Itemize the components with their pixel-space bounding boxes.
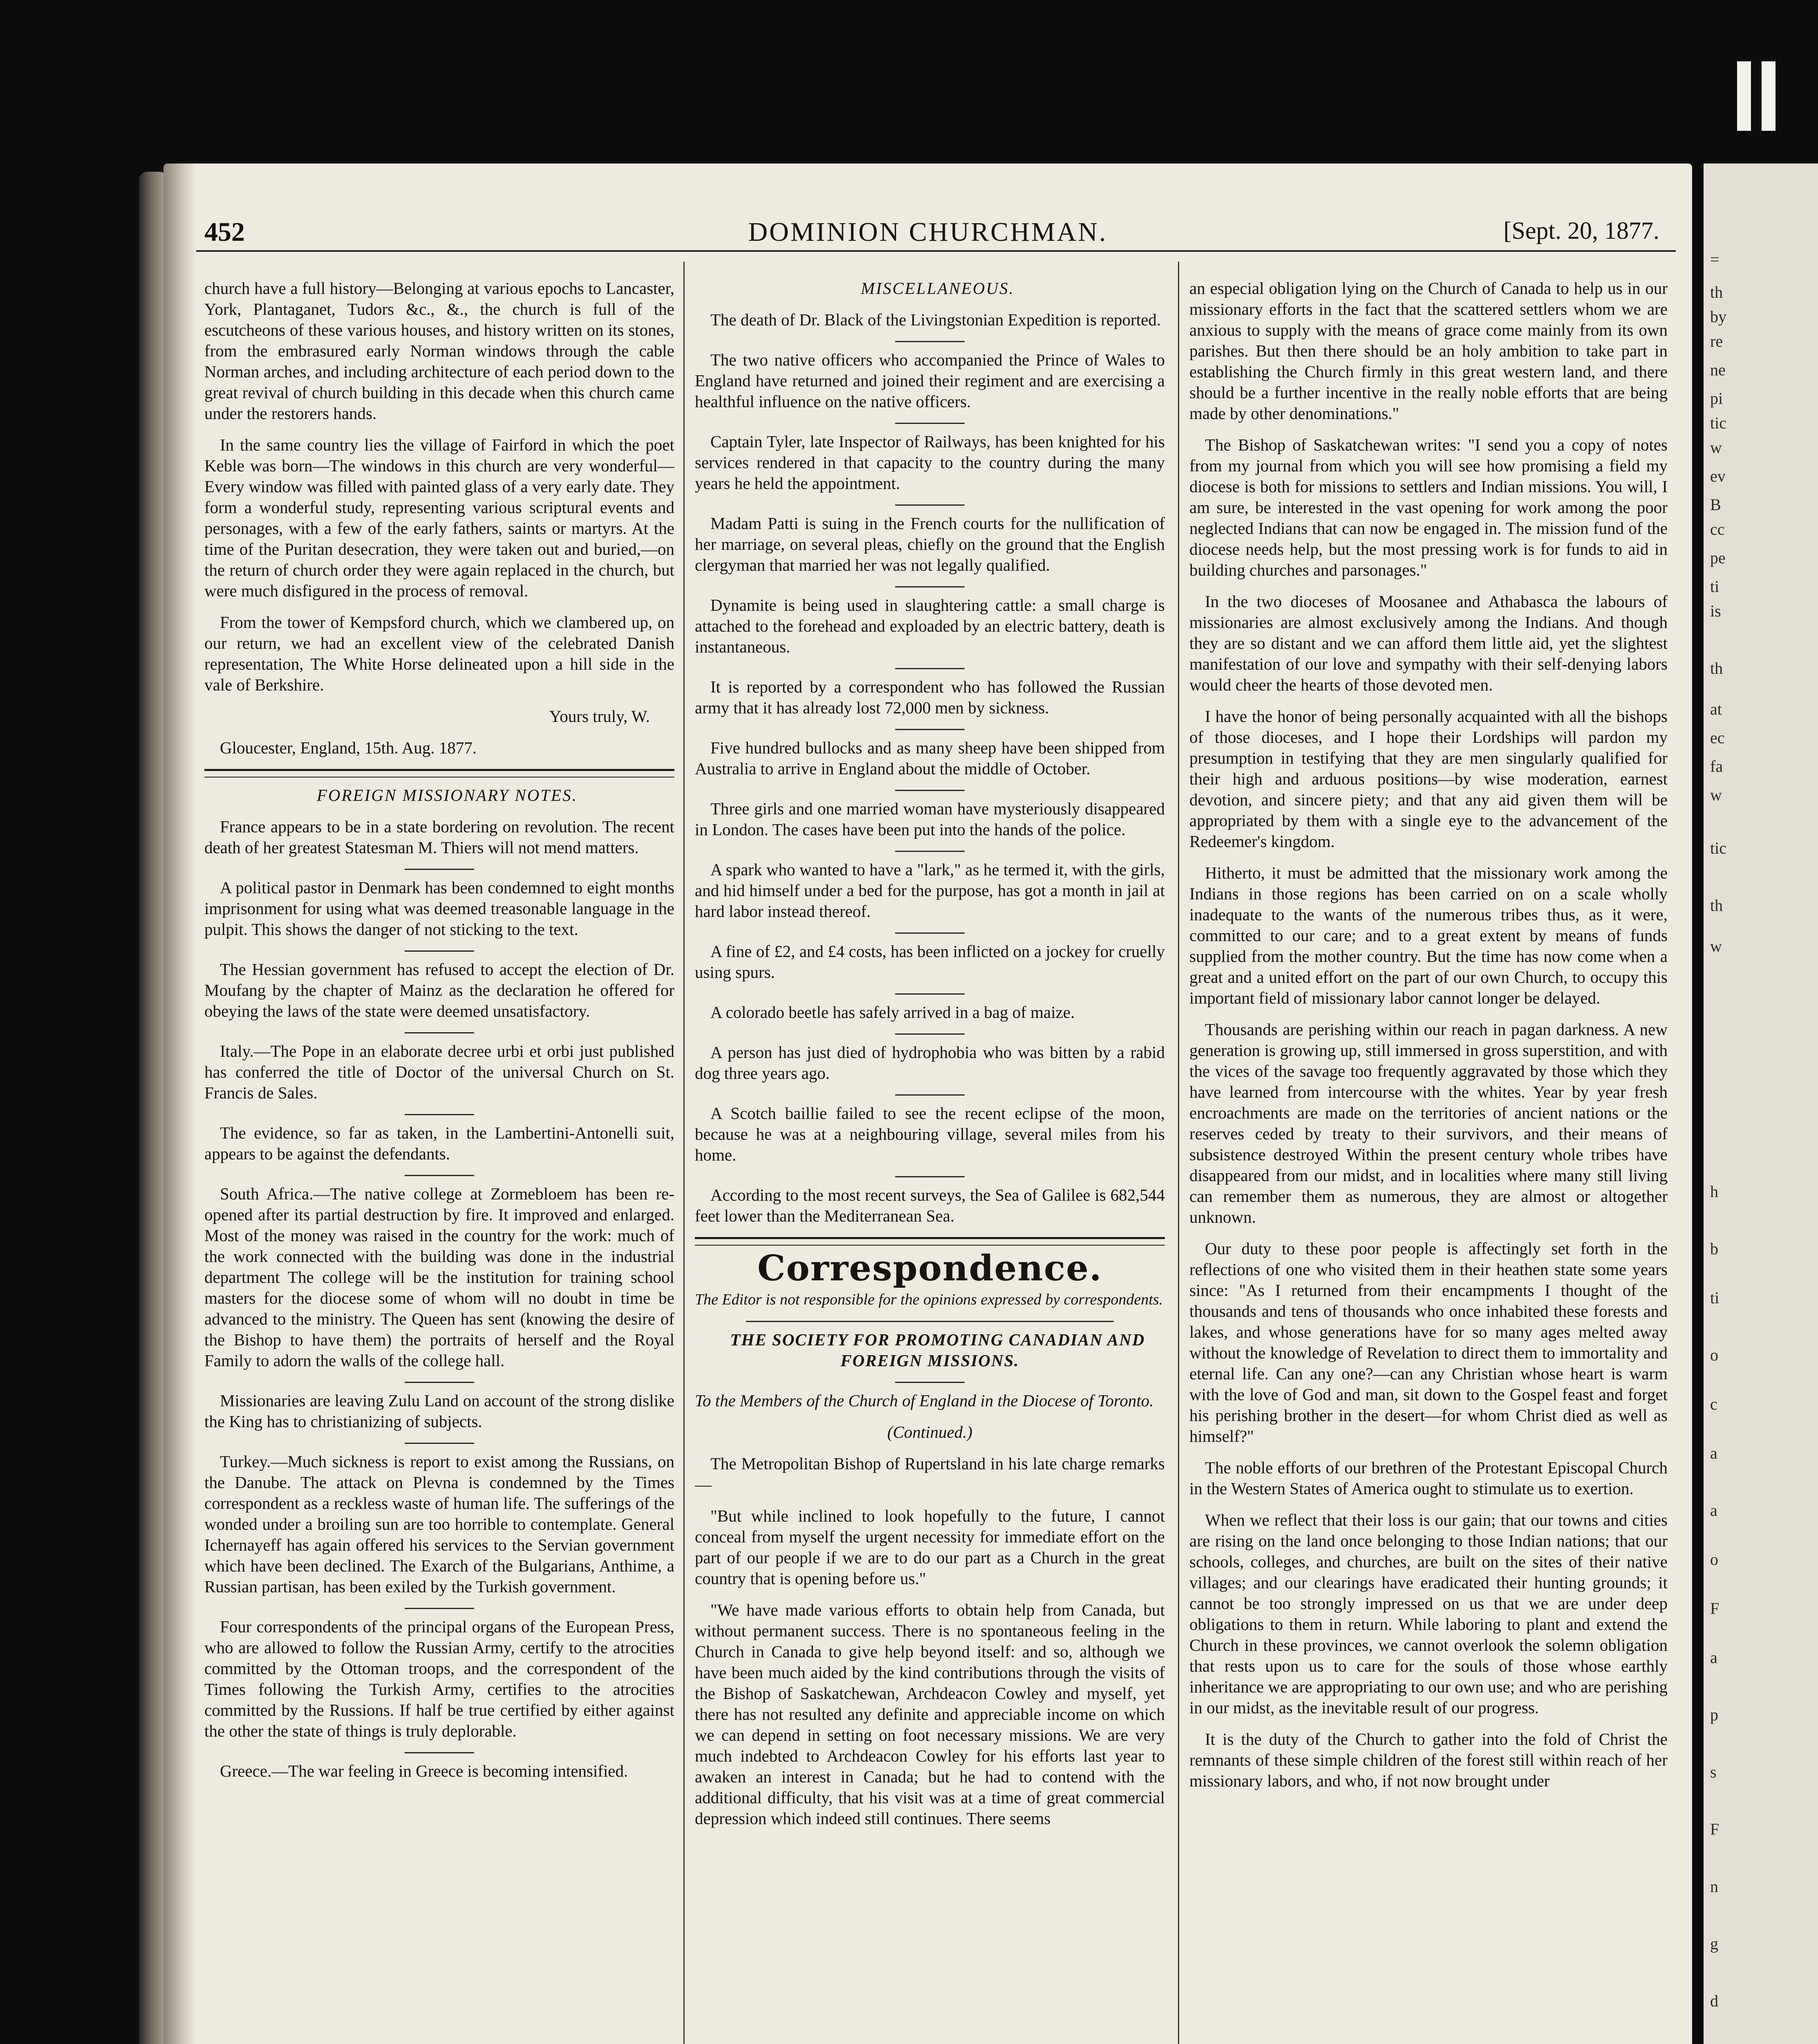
letter-paragraph: Our duty to these poor people is affectingly set forth in the reflections of one who visited them in their heathen state some years since: "As I returned from their encampments I thought of the thousands and tens of thousands who once inhabited these forests and lakes, and whose generations have for so many ages melted away without the knowledge of Revelation to direct them to immortality and eternal life. Can any one?—can any Christian whose heart is warm with the love of God and man, sit down to the Gospel feast and forget his perishing brother in the desert—for whom Christ died as well as himself?" <box>1189 1239 1668 1446</box>
adjacent-page-text-fragment: w <box>1710 786 1722 804</box>
issue-date: [Sept. 20, 1877. <box>1503 217 1659 244</box>
page-gutter-shadow <box>163 164 196 2044</box>
section-title-miscellaneous: MISCELLANEOUS. <box>861 279 1014 298</box>
item-separator <box>895 1033 965 1035</box>
news-item: A Scotch baillie failed to see the recent eclipse of the moon, because he was at a neighbouring village, several miles from his home. <box>695 1104 1165 1164</box>
news-item: The Hessian government has refused to accept the election of Dr. Moufang by the chapter of Mainz as the declaration he offered for obeying the laws of the state were deemed unsatisfactory. <box>204 960 674 1020</box>
item-separator <box>895 504 965 506</box>
letter-paragraph: The Metropolitan Bishop of Rupertsland in his late charge remarks— <box>695 1454 1165 1494</box>
page-header <box>180 217 1676 253</box>
article-paragraph: In the same country lies the village of Fairford in which the poet Keble was born—The windows in this church are very wonderful—Every window was filled with painted glass of a very early date. They form a wonderful study, representing various scriptural events and personages, with a few of the early fathers, saints or martyrs. At the time of the Puritan desecration, they were taken out and buried,—on the return of church order they were again replaced in the church, but were much disfigured in the process of removal. <box>204 435 674 600</box>
item-separator <box>895 932 965 934</box>
news-item: Captain Tyler, late Inspector of Railways, has been knighted for his services rendered in that capacity to the country during the many years he held the appointment. <box>695 432 1165 493</box>
column-2 <box>695 278 1165 1840</box>
column-rule <box>1178 262 1179 2044</box>
adjacent-page-text-fragment: d <box>1710 1992 1718 2010</box>
adjacent-page-text-fragment: w <box>1710 937 1722 955</box>
letter-paragraph: I have the honor of being personally acquainted with all the bishops of those dioceses, and I hope their Lordships will pardon my presumption in testifying that they are men singularly qualified for their high and arduous positions—by wise moderation, earnest devotion, and sincere piety; and that any aid given them will be appropriated by them with a single eye to the advancement of the Redeemer's kingdom. <box>1189 707 1668 851</box>
adjacent-page-text-fragment: pe <box>1710 549 1726 567</box>
adjacent-page-text-fragment: g <box>1710 1934 1718 1953</box>
adjacent-page-text-fragment: b <box>1710 1239 1718 1258</box>
letter-paragraph: In the two dioceses of Moosanee and Athabasca the labours of missionaries are almost exclusively among the Indians. And though they are so distant and we can afford them little aid, yet the slightest manifestation of our love and sympathy with their self-denying labors would cheer the hearts of those devoted men. <box>1189 592 1668 694</box>
item-separator <box>405 1382 474 1383</box>
section-double-rule <box>695 1237 1165 1246</box>
letter-place-date: Gloucester, England, 15th. Aug. 1877. <box>220 738 477 757</box>
adjacent-page-text-fragment: re <box>1710 332 1723 350</box>
newspaper-page <box>163 164 1692 2044</box>
adjacent-page-text-fragment: n <box>1710 1877 1718 1896</box>
adjacent-page-text-fragment: ec <box>1710 728 1725 747</box>
news-item: The evidence, so far as taken, in the Lambertini-Antonelli suit, appears to be against the defendants. <box>204 1123 674 1163</box>
adjacent-page-text-fragment: s <box>1710 1763 1717 1781</box>
adjacent-page-text-fragment: F <box>1710 1820 1719 1838</box>
news-item: Turkey.—Much sickness is report to exist among the Russians, on the Danube. The attack on Plevna is condemned by the Times correspondent as a reckless waste of human life. The sufferings of the wonded under a broiling sun are too horrible to contemplate. General Ichernayeff has again offered his services to the Servian government which have been declined. The Exarch of the Bulgarians, Anthime, a Russian partisan, has been exiled by the Turkish government. <box>204 1452 674 1596</box>
header-rule <box>196 250 1676 252</box>
news-item: According to the most recent surveys, the Sea of Galilee is 682,544 feet lower than the Mediterranean Sea. <box>695 1186 1165 1225</box>
adjacent-page-text-fragment: by <box>1710 307 1726 326</box>
adjacent-page-text-fragment: at <box>1710 700 1722 718</box>
editor-disclaimer: The Editor is not responsible for the opinions expressed by correspondents. <box>695 1291 1163 1308</box>
adjacent-page-text-fragment: c <box>1710 1395 1717 1413</box>
letter-paragraph: The noble efforts of our brethren of the Protestant Episcopal Church in the Western States of America ought to stimulate us to exertion. <box>1189 1458 1668 1498</box>
adjacent-page-text-fragment: cc <box>1710 520 1725 538</box>
letter-paragraph: The Bishop of Saskatchewan writes: "I send you a copy of notes from my journal from which you will see how promising a field my diocese is both for missions to settlers and Indian missions. You will, I am sure, be interested in the vast opening for work among the poor neglected Indians that can now be engaged in. The mission fund of the diocese needs help, but the most pressing work is for funds to aid in building churches and parsonages." <box>1189 435 1668 579</box>
news-item: Greece.—The war feeling in Greece is becoming intensified. <box>220 1762 628 1780</box>
item-separator <box>405 950 474 952</box>
item-separator <box>405 1608 474 1609</box>
news-item: A political pastor in Denmark has been condemned to eight months imprisonment for using what was deemed treasonable language in the pulpit. This shows the danger of not sticking to the text. <box>204 878 674 939</box>
column-rule <box>683 262 685 2044</box>
item-separator <box>895 851 965 852</box>
news-item: A fine of £2, and £4 costs, has been inflicted on a jockey for cruelly using spurs. <box>695 942 1165 982</box>
item-separator <box>405 1114 474 1115</box>
adjacent-page-text-fragment: th <box>1710 896 1723 914</box>
adjacent-page-text-fragment: w <box>1710 438 1722 457</box>
item-separator <box>895 790 965 791</box>
news-item: Three girls and one married woman have mysteriously disappeared in London. The cases have been put into the hands of the police. <box>695 799 1165 839</box>
column-3 <box>1189 278 1668 1802</box>
page-number: 452 <box>204 217 245 247</box>
news-item: France appears to be in a state bordering on revolution. The recent death of her greatest Statesman M. Thiers will not mend matters. <box>204 817 674 857</box>
item-separator <box>895 1176 965 1177</box>
item-separator <box>405 1032 474 1033</box>
adjacent-page-text-fragment: fa <box>1710 757 1723 775</box>
adjacent-page-edge <box>1704 164 1818 2044</box>
item-separator <box>895 993 965 995</box>
letter-paragraph: When we reflect that their loss is our gain; that our towns and cities are rising on the land once belonging to those Indian nations; that our schools, colleges, and churches, are built on the sites of their native villages; and our clearings have eradicated their hunting grounds; it cannot be too strongly impressed on us that we are under deep obligations to them in return. While laboring to plant and extend the Church in these provinces, we cannot overlook the solemn obligation that rests upon us to care for the souls of those whose earthly inheritance we are appropriating to our own use; and who are perishing in our midst, as the inevitable result of our progress. <box>1189 1511 1668 1717</box>
letter-title: THE SOCIETY FOR PROMOTING CANADIAN AND FOREIGN MISSIONS. <box>730 1330 1145 1370</box>
adjacent-page-text-fragment: a <box>1710 1648 1717 1667</box>
item-separator <box>746 1321 1114 1322</box>
adjacent-page-text-fragment: B <box>1710 495 1721 514</box>
adjacent-page-text-fragment: ev <box>1710 467 1726 485</box>
news-item: The death of Dr. Black of the Livingstonian Expedition is reported. <box>710 310 1161 329</box>
news-item: Missionaries are leaving Zulu Land on account of the strong dislike the King has to christianizing of subjects. <box>204 1391 674 1431</box>
adjacent-page-text-fragment: o <box>1710 1346 1718 1364</box>
letter-paragraph: Thousands are perishing within our reach in pagan darkness. A new generation is growing up, still immersed in gross superstition, and with the vices of the savage too frequently aggravated by those which they have learned from intercourse with the whites. Year by year fresh encroachments are made on the territories of ancient nations or the reserves ceded by treaty to their survivors, and their means of subsistence destroyed Within the present century whole tribes have disappeared from our midst, and in localities where many still living can remember them as numerous, they are almost or altogether unknown. <box>1189 1020 1668 1226</box>
item-separator <box>895 729 965 730</box>
news-item: A spark who wanted to have a "lark," as he termed it, with the girls, and hid himself under a bed for the purpose, has got a month in jail at hard labor instead thereof. <box>695 860 1165 921</box>
adjacent-page-text-fragment: ti <box>1710 577 1719 596</box>
adjacent-page-text-fragment: th <box>1710 659 1723 677</box>
news-item: It is reported by a correspondent who has followed the Russian army that it has already lost 72,000 men by sickness. <box>695 677 1165 717</box>
item-separator <box>895 1094 965 1096</box>
letter-paragraph: Hitherto, it must be admitted that the missionary work among the Indians in those regions has been carried on on a scale wholly inadequate to the wants of the numerous tribes thus, as it were, committed to our care; and to a great extent by means of funds supplied from the mother country. But the time has now come when a great and a united effort on the part of our own Church, to occupy this important field of missionary labor cannot longer be delayed. <box>1189 863 1668 1007</box>
adjacent-page-text-fragment: ti <box>1710 1289 1719 1307</box>
adjacent-page-text-fragment: is <box>1710 602 1721 620</box>
news-item: Madam Patti is suing in the French courts for the nullification of her marriage, on several pleas, chiefly on the ground that the English clergyman that married her was not legally qualified. <box>695 514 1165 574</box>
adjacent-page-text-fragment: a <box>1710 1444 1717 1462</box>
adjacent-page-text-fragment: p <box>1710 1706 1718 1724</box>
news-item: South Africa.—The native college at Zormebloem has been re-opened after its partial destruction by fire. It improved and enlarged. Most of the money was raised in the country for the work: much of the work connected with the building was done in the industrial department The college will be the institution for training school masters for the diocese some of whom will no doubt in time be advanced to the ministry. The Queen has sent (knowing the desire of the Bishop to have them) the portraits of herself and the Royal Family to adorn the walls of the college hall. <box>204 1184 674 1370</box>
section-double-rule <box>204 769 674 778</box>
news-item: Four correspondents of the principal organs of the European Press, who are allowed to follow the Russian Army, certify to the atrocities committed by the Ottoman troops, and the correspondent of the Times following the Turkish Army, certifies to the atrocities committed by the Russions. If half be true certified by either against the other the state of things is truly deplorable. <box>204 1617 674 1740</box>
item-separator <box>895 423 965 424</box>
item-separator <box>405 1752 474 1753</box>
adjacent-page-text-fragment: a <box>1710 1501 1717 1520</box>
article-paragraph: church have a full history—Belonging at various epochs to Lancaster, York, Plantaganet, Tudors &c., &., the church is full of the escutcheons of these various houses, and history written on its stones, from the embrasured early Norman windows through the cable Norman arches, and including architecture of each period down to the great revival of church building in this decade when this church came under the restorers hands. <box>204 279 674 423</box>
adjacent-page-text-fragment: = <box>1710 250 1719 269</box>
item-separator <box>895 1382 965 1383</box>
adjacent-page-text-fragment: pi <box>1710 389 1723 408</box>
news-item: A person has just died of hydrophobia who was bitten by a rabid dog three years ago. <box>695 1043 1165 1083</box>
column-1 <box>204 278 674 1792</box>
section-title-foreign-missionary-notes: FOREIGN MISSIONARY NOTES. <box>317 786 578 805</box>
item-separator <box>405 869 474 870</box>
film-registration-mark <box>1762 61 1775 131</box>
adjacent-page-text-fragment: o <box>1710 1550 1718 1569</box>
adjacent-page-text-fragment: F <box>1710 1599 1719 1618</box>
continued-note: (Continued.) <box>887 1423 973 1441</box>
adjacent-page-text-fragment: th <box>1710 283 1723 301</box>
item-separator <box>405 1443 474 1444</box>
letter-paragraph: an especial obligation lying on the Church of Canada to help us in our missionary efforts in the fact that the scattered settlers whom we are anxious to supply with the means of grace come mainly from its own parishes. But then there should be an holy ambition to take part in establishing the Church firmly in this great western land, and there should be a further incentive in the really noble efforts that are being made by other denominations." <box>1189 279 1668 423</box>
news-item: A colorado beetle has safely arrived in a bag of maize. <box>710 1003 1075 1022</box>
letter-paragraph: "We have made various efforts to obtain help from Canada, but without permanent success. There is no spontaneous feeling in the Church in Canada to give help beyond itself: and so, although we have been much aided by the kind contributions through the visits of the Bishop of Saskatchewan, Archdeacon Cowley and myself, yet there has not resulted any definite and appreciable income on which we can depend in setting on foot necessary missions. We are very much indebted to Archdeacon Cowley for his efforts last year to awaken an interest in Canada; but he had to contend with the additional difficulty, that his visit was at a time of great commercial depression which indeed still continues. There seems <box>695 1600 1165 1828</box>
article-paragraph: From the tower of Kempsford church, which we clambered up, on our return, we had an excellent view of the celebrated Danish representation, The White Horse delineated upon a hill side in the vale of Berkshire. <box>204 613 674 694</box>
adjacent-page-text-fragment: tic <box>1710 414 1726 432</box>
item-separator <box>895 668 965 669</box>
letter-paragraph: "But while inclined to look hopefully to the future, I cannot conceal from myself the urgent necessity for immediate effort on the part of our people if we are to do our part as a Church in the great country that is opening before us." <box>695 1506 1165 1588</box>
news-item: Five hundred bullocks and as many sheep have been shipped from Australia to arrive in England about the middle of October. <box>695 738 1165 778</box>
letter-paragraph: It is the duty of the Church to gather into the fold of Christ the remnants of these simple children of the forest still within reach of her missionary labors, and who, if not now brought under <box>1189 1730 1668 1790</box>
adjacent-page-text-fragment: ne <box>1710 361 1726 379</box>
adjacent-page-text-fragment: tic <box>1710 839 1726 857</box>
letter-signoff: Yours truly, W. <box>549 707 650 726</box>
news-item: Italy.—The Pope in an elaborate decree urbi et orbi just published has conferred the title of Doctor of the universal Church on St. Francis de Sales. <box>204 1042 674 1102</box>
masthead-title: DOMINION CHURCHMAN. <box>748 217 1108 247</box>
item-separator <box>405 1175 474 1176</box>
adjacent-page-text-fragment: h <box>1710 1182 1718 1201</box>
news-item: The two native officers who accompanied the Prince of Wales to England have returned and joined their regiment and are exercising a healthful influence on the native officers. <box>695 350 1165 411</box>
section-title-correspondence: Correspondence. <box>757 1248 1102 1289</box>
letter-address: To the Members of the Church of England in the Diocese of Toronto. <box>695 1391 1154 1410</box>
film-registration-mark <box>1737 61 1751 131</box>
item-separator <box>895 586 965 587</box>
news-item: Dynamite is being used in slaughtering cattle: a small charge is attached to the forehead and exploaded by an electric battery, death is instantaneous. <box>695 596 1165 656</box>
item-separator <box>895 341 965 342</box>
